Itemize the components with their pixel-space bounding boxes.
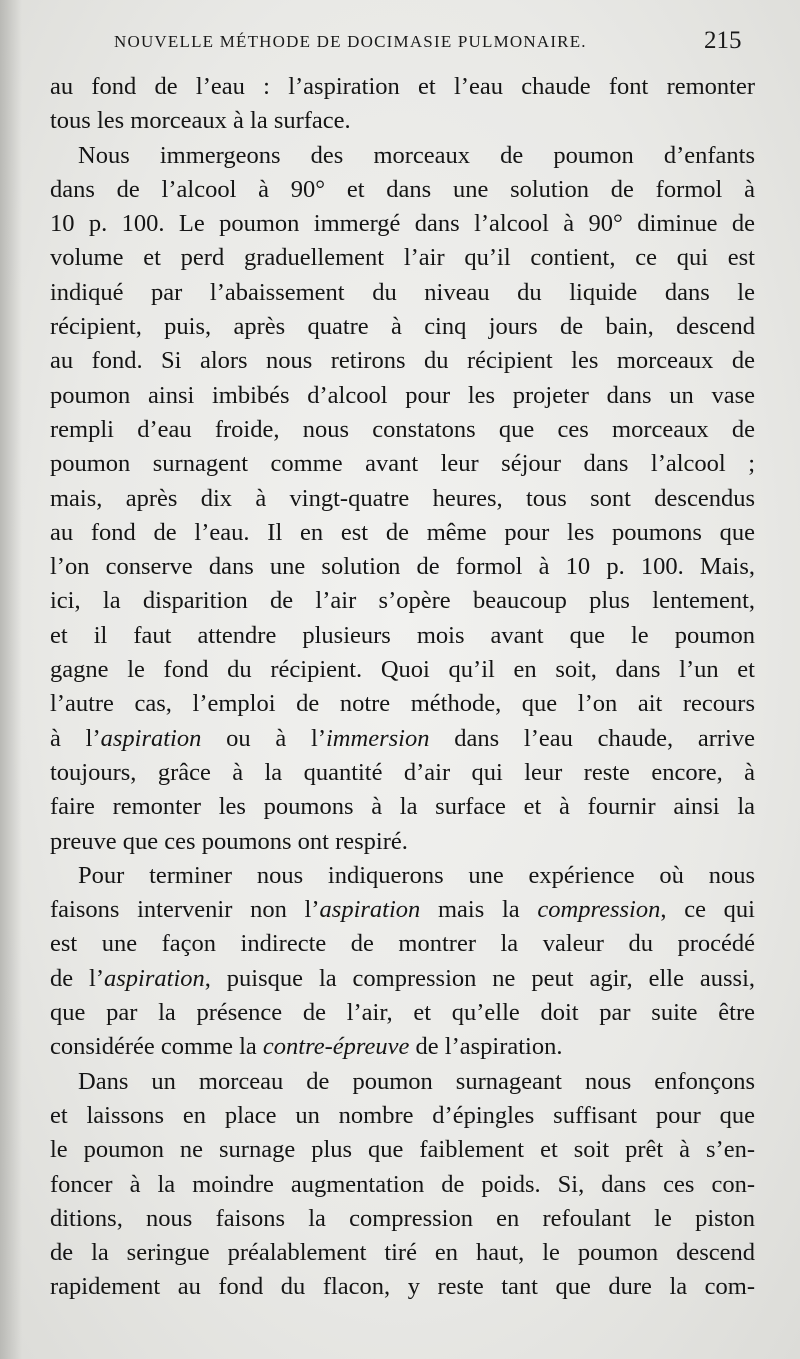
- text-line: [50, 207, 755, 241]
- text-run: dans de l’alcool à 90° et dans une solution de formol à: [50, 175, 755, 203]
- text-line: [50, 1133, 755, 1167]
- text-line: [50, 825, 755, 859]
- page-number: 215: [704, 27, 742, 54]
- running-title: NOUVELLE MÉTHODE DE DOCIMASIE PULMONAIRE.: [114, 32, 587, 51]
- text-run: Nous immergeons des morceaux de poumon d’enfants: [78, 141, 755, 169]
- text-line: [50, 859, 755, 893]
- text-line: [50, 70, 755, 104]
- text-line: [50, 962, 755, 996]
- text-line: [50, 756, 755, 790]
- text-run: est une façon indirecte de montrer la valeur du procédé: [50, 930, 755, 958]
- text-line: [50, 139, 755, 173]
- text-run: tous les morceaux à la surface.: [50, 107, 351, 135]
- text-run: , puisque la compression ne peut agir, elle aussi,: [204, 964, 756, 992]
- text-line: [50, 722, 755, 756]
- text-line: [50, 447, 755, 481]
- running-head: [0, 27, 800, 60]
- text-run: faire remonter les poumons à la surface et à fournir ainsi la: [50, 793, 755, 821]
- text-line: [50, 790, 755, 824]
- text-line: [50, 550, 755, 584]
- text-run: considérée comme la: [50, 1033, 263, 1061]
- text-run: indiqué par l’abaissement du niveau du liquide dans le: [50, 278, 755, 306]
- text-run: à l’: [50, 724, 101, 752]
- text-line: [50, 379, 755, 413]
- italic-run: aspiration: [319, 896, 421, 924]
- text-run: Pour terminer nous indiquerons une expérience où nous: [78, 861, 755, 889]
- text-run: et il faut attendre plusieurs mois avant que le poumon: [50, 621, 755, 649]
- text-line: [50, 996, 755, 1030]
- text-line: [50, 344, 755, 378]
- text-run: poumon surnagent comme avant leur séjour dans l’alcool ;: [50, 450, 755, 478]
- text-line: [50, 927, 755, 961]
- text-run: rapidement au fond du flacon, y reste tant que dure la com-: [50, 1273, 755, 1301]
- text-run: , ce qui: [660, 896, 755, 924]
- text-line: [50, 1030, 755, 1064]
- text-line: [50, 687, 755, 721]
- text-run: poumon ainsi imbibés d’alcool pour les projeter dans un vase: [50, 381, 755, 409]
- italic-run: compression: [537, 896, 661, 924]
- text-run: l’on conserve dans une solution de formol à 10 p. 100. Mais,: [50, 553, 755, 581]
- text-run: mais la: [420, 896, 538, 924]
- text-line: [50, 276, 755, 310]
- text-line: [50, 173, 755, 207]
- text-line: [50, 653, 755, 687]
- text-run: et laissons en place un nombre d’épingles suffisant pour que: [50, 1101, 755, 1129]
- text-line: [50, 1270, 755, 1304]
- text-line: [50, 310, 755, 344]
- text-line: [50, 619, 755, 653]
- text-run: au fond de l’eau. Il en est de même pour les poumons que: [50, 518, 755, 546]
- text-line: [50, 1202, 755, 1236]
- text-run: ditions, nous faisons la compression en refoulant le piston: [50, 1204, 755, 1232]
- text-run: mais, après dix à vingt-quatre heures, tous sont descendus: [50, 484, 755, 512]
- text-line: [50, 1168, 755, 1202]
- italic-run: contre-épreuve: [262, 1033, 410, 1061]
- italic-run: immersion: [326, 724, 430, 752]
- text-line: [50, 584, 755, 618]
- text-run: de l’aspiration.: [409, 1033, 563, 1061]
- text-line: [50, 1236, 755, 1270]
- paragraph: [50, 70, 755, 139]
- text-run: au fond. Si alors nous retirons du récipient les morceaux de: [50, 347, 755, 375]
- text-run: de la seringue préalablement tiré en haut, le poumon descend: [50, 1239, 755, 1267]
- italic-run: aspiration: [104, 964, 205, 992]
- text-run: toujours, grâce à la quantité d’air qui leur reste encore, à: [50, 758, 755, 786]
- text-line: [50, 893, 755, 927]
- text-run: volume et perd graduellement l’air qu’il contient, ce qui est: [50, 244, 755, 272]
- text-line: [50, 241, 755, 275]
- text-run: foncer à la moindre augmentation de poids. Si, dans ces con-: [50, 1170, 755, 1198]
- paragraph: [50, 139, 755, 859]
- text-run: le poumon ne surnage plus que faiblement et soit prêt à s’en-: [50, 1136, 755, 1164]
- text-run: Dans un morceau de poumon surnageant nous enfonçons: [78, 1067, 755, 1095]
- text-run: au fond de l’eau : l’aspiration et l’eau chaude font remonter: [50, 73, 755, 100]
- text-run: gagne le fond du récipient. Quoi qu’il en soit, dans l’un et: [50, 656, 755, 684]
- text-run: preuve que ces poumons ont respiré.: [50, 827, 408, 855]
- text-line: [50, 1065, 755, 1099]
- paragraph: [50, 1065, 755, 1305]
- italic-run: aspiration: [100, 724, 202, 752]
- text-run: que par la présence de l’air, et qu’elle doit par suite être: [50, 999, 755, 1027]
- body-text: [50, 70, 755, 1305]
- text-run: 10 p. 100. Le poumon immergé dans l’alcool à 90° diminue de: [50, 210, 755, 238]
- text-line: [50, 516, 755, 550]
- text-run: ou à l’: [201, 724, 326, 752]
- text-run: de l’: [50, 964, 105, 992]
- text-line: [50, 104, 755, 138]
- text-run: rempli d’eau froide, nous constatons que ces morceaux de: [50, 415, 755, 443]
- text-line: [50, 1099, 755, 1133]
- text-run: l’autre cas, l’emploi de notre méthode, que l’on ait recours: [50, 690, 755, 718]
- text-run: dans l’eau chaude, arrive: [429, 724, 756, 752]
- text-line: [50, 413, 755, 447]
- text-run: ici, la disparition de l’air s’opère beaucoup plus lentement,: [50, 587, 755, 615]
- text-run: récipient, puis, après quatre à cinq jours de bain, descend: [50, 313, 755, 341]
- text-line: [50, 482, 755, 516]
- paragraph: [50, 859, 755, 1065]
- text-run: faisons intervenir non l’: [50, 896, 320, 924]
